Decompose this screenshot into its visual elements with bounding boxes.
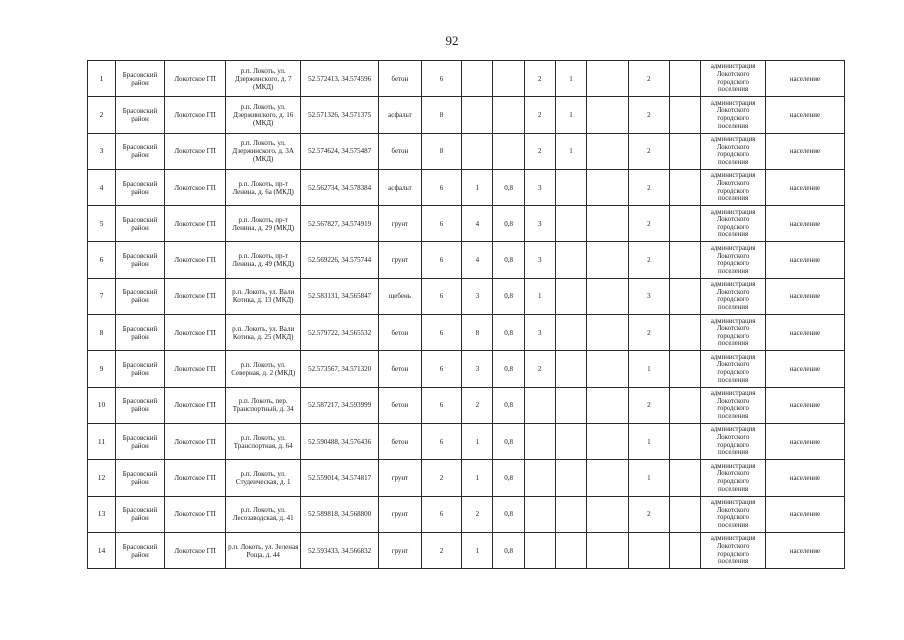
address-cell: р.п. Локоть, ул. Северная, д. 2 (МКД) (226, 351, 301, 387)
district-cell: Брасовский район (116, 496, 165, 532)
column-12-cell (587, 133, 629, 169)
column-14-cell (670, 61, 701, 97)
users-cell: население (765, 278, 844, 314)
column-9-cell (493, 61, 524, 97)
surface-type-cell: бетон (379, 133, 422, 169)
district-cell: Брасовский район (116, 351, 165, 387)
column-14-cell (670, 315, 701, 351)
column-9-cell: 0,8 (493, 532, 524, 568)
column-14-cell (670, 169, 701, 205)
users-cell: население (765, 423, 844, 459)
owner-cell: администрация Локотского городского поселения (701, 315, 765, 351)
surface-type-cell: грунт (379, 460, 422, 496)
coordinates-cell: 52.589818, 34.568800 (301, 496, 379, 532)
column-9-cell: 0,8 (493, 496, 524, 532)
column-11-cell (555, 532, 586, 568)
row-number-cell: 3 (88, 133, 116, 169)
column-13-cell: 1 (628, 351, 670, 387)
settlement-cell: Локотское ГП (164, 133, 225, 169)
column-10-cell (524, 460, 555, 496)
coordinates-cell: 52.593433, 34.566832 (301, 532, 379, 568)
table-row (88, 133, 845, 169)
surface-type-cell: асфальт (379, 169, 422, 205)
area-cell: 8 (421, 133, 462, 169)
page-number: 92 (445, 33, 459, 48)
row-number-cell: 14 (88, 532, 116, 568)
owner-cell: администрация Локотского городского поселения (701, 351, 765, 387)
settlement-cell: Локотское ГП (164, 496, 225, 532)
column-9-cell: 0,8 (493, 242, 524, 278)
owner-cell: администрация Локотского городского поселения (701, 206, 765, 242)
coordinates-cell: 52.562734, 34.578384 (301, 169, 379, 205)
column-12-cell (587, 278, 629, 314)
column-9-cell: 0,8 (493, 423, 524, 459)
users-cell: население (765, 133, 844, 169)
address-cell: р.п. Локоть, ул. Дзержинского, д. 7 (МКД) (226, 61, 301, 97)
row-number-cell: 12 (88, 460, 116, 496)
address-cell: р.п. Локоть, ул. Студенческая, д. 1 (226, 460, 301, 496)
coordinates-cell: 52.572413, 34.574596 (301, 61, 379, 97)
column-13-cell: 2 (628, 133, 670, 169)
coordinates-cell: 52.567827, 34.574919 (301, 206, 379, 242)
column-14-cell (670, 351, 701, 387)
column-8-cell (462, 61, 493, 97)
column-13-cell: 1 (628, 423, 670, 459)
column-13-cell: 3 (628, 278, 670, 314)
address-cell: р.п. Локоть, пер. Транспортный, д. 34 (226, 387, 301, 423)
address-cell: р.п. Локоть, пр-т Ленина, д. 6а (МКД) (226, 169, 301, 205)
column-9-cell (493, 133, 524, 169)
table-row (88, 242, 845, 278)
column-11-cell (555, 315, 586, 351)
owner-cell: администрация Локотского городского поселения (701, 97, 765, 133)
column-10-cell (524, 532, 555, 568)
column-9-cell: 0,8 (493, 460, 524, 496)
surface-type-cell: грунт (379, 242, 422, 278)
table-row (88, 496, 845, 532)
district-cell: Брасовский район (116, 206, 165, 242)
users-cell: население (765, 61, 844, 97)
surface-type-cell: асфальт (379, 97, 422, 133)
surface-type-cell: грунт (379, 496, 422, 532)
column-8-cell: 3 (462, 351, 493, 387)
table-row (88, 423, 845, 459)
column-10-cell: 3 (524, 315, 555, 351)
owner-cell: администрация Локотского городского поселения (701, 423, 765, 459)
column-11-cell (555, 206, 586, 242)
row-number-cell: 2 (88, 97, 116, 133)
column-13-cell: 2 (628, 97, 670, 133)
column-13-cell: 2 (628, 61, 670, 97)
users-cell: население (765, 351, 844, 387)
column-9-cell (493, 97, 524, 133)
row-number-cell: 7 (88, 278, 116, 314)
column-11-cell: 1 (555, 61, 586, 97)
column-14-cell (670, 133, 701, 169)
row-number-cell: 4 (88, 169, 116, 205)
column-8-cell: 2 (462, 496, 493, 532)
district-cell: Брасовский район (116, 315, 165, 351)
column-10-cell (524, 496, 555, 532)
column-12-cell (587, 387, 629, 423)
column-11-cell (555, 460, 586, 496)
coordinates-cell: 52.571326, 34.571375 (301, 97, 379, 133)
settlement-cell: Локотское ГП (164, 532, 225, 568)
users-cell: население (765, 496, 844, 532)
row-number-cell: 9 (88, 351, 116, 387)
column-8-cell: 1 (462, 460, 493, 496)
district-cell: Брасовский район (116, 278, 165, 314)
column-9-cell: 0,8 (493, 351, 524, 387)
area-cell: 6 (421, 496, 462, 532)
district-cell: Брасовский район (116, 133, 165, 169)
settlement-cell: Локотское ГП (164, 387, 225, 423)
coordinates-cell: 52.583131, 34.565847 (301, 278, 379, 314)
surface-type-cell: грунт (379, 206, 422, 242)
surface-type-cell: бетон (379, 351, 422, 387)
settlement-cell: Локотское ГП (164, 206, 225, 242)
area-cell: 6 (421, 206, 462, 242)
area-cell: 6 (421, 169, 462, 205)
district-cell: Брасовский район (116, 423, 165, 459)
owner-cell: администрация Локотского городского поселения (701, 460, 765, 496)
column-8-cell: 8 (462, 315, 493, 351)
area-cell: 6 (421, 242, 462, 278)
column-12-cell (587, 423, 629, 459)
column-13-cell (628, 532, 670, 568)
coordinates-cell: 52.569226, 34.575744 (301, 242, 379, 278)
owner-cell: администрация Локотского городского поселения (701, 169, 765, 205)
column-13-cell: 2 (628, 242, 670, 278)
address-cell: р.п. Локоть, ул. Лесозаводская, д. 41 (226, 496, 301, 532)
address-cell: р.п. Локоть, ул. Дзержинского, д. 3А (МКД) (226, 133, 301, 169)
coordinates-cell: 52.559014, 34.574817 (301, 460, 379, 496)
column-12-cell (587, 315, 629, 351)
row-number-cell: 13 (88, 496, 116, 532)
settlement-cell: Локотское ГП (164, 278, 225, 314)
owner-cell: администрация Локотского городского поселения (701, 278, 765, 314)
address-cell: р.п. Локоть, ул. Транспортная, д. 64 (226, 423, 301, 459)
column-14-cell (670, 97, 701, 133)
surface-type-cell: бетон (379, 61, 422, 97)
users-cell: население (765, 387, 844, 423)
column-14-cell (670, 496, 701, 532)
column-14-cell (670, 460, 701, 496)
district-cell: Брасовский район (116, 169, 165, 205)
column-8-cell: 4 (462, 206, 493, 242)
column-8-cell (462, 97, 493, 133)
settlement-cell: Локотское ГП (164, 242, 225, 278)
area-cell: 8 (421, 97, 462, 133)
row-number-cell: 11 (88, 423, 116, 459)
district-cell: Брасовский район (116, 97, 165, 133)
column-8-cell: 1 (462, 169, 493, 205)
column-11-cell (555, 387, 586, 423)
row-number-cell: 10 (88, 387, 116, 423)
column-12-cell (587, 351, 629, 387)
district-cell: Брасовский район (116, 61, 165, 97)
settlement-cell: Локотское ГП (164, 315, 225, 351)
coordinates-cell: 52.573567, 34.571320 (301, 351, 379, 387)
address-cell: р.п. Локоть, ул. Вали Котика, д. 13 (МКД) (226, 278, 301, 314)
row-number-cell: 5 (88, 206, 116, 242)
column-14-cell (670, 387, 701, 423)
column-14-cell (670, 206, 701, 242)
owner-cell: администрация Локотского городского поселения (701, 133, 765, 169)
settlement-cell: Локотское ГП (164, 169, 225, 205)
settlement-cell: Локотское ГП (164, 423, 225, 459)
area-cell: 6 (421, 387, 462, 423)
table-row (88, 460, 845, 496)
column-11-cell (555, 351, 586, 387)
column-13-cell: 1 (628, 460, 670, 496)
column-10-cell: 3 (524, 242, 555, 278)
district-cell: Брасовский район (116, 387, 165, 423)
address-cell: р.п. Локоть, ул. Вали Котика, д. 25 (МКД) (226, 315, 301, 351)
column-14-cell (670, 242, 701, 278)
column-10-cell: 2 (524, 61, 555, 97)
coordinates-cell: 52.579722, 34.565532 (301, 315, 379, 351)
settlement-cell: Локотское ГП (164, 61, 225, 97)
settlement-cell: Локотское ГП (164, 97, 225, 133)
column-10-cell: 3 (524, 169, 555, 205)
area-cell: 6 (421, 315, 462, 351)
registry-table (87, 60, 845, 569)
column-13-cell: 2 (628, 387, 670, 423)
table-row (88, 206, 845, 242)
column-12-cell (587, 460, 629, 496)
column-12-cell (587, 206, 629, 242)
row-number-cell: 1 (88, 61, 116, 97)
area-cell: 2 (421, 532, 462, 568)
area-cell: 6 (421, 423, 462, 459)
users-cell: население (765, 169, 844, 205)
row-number-cell: 8 (88, 315, 116, 351)
area-cell: 6 (421, 61, 462, 97)
column-14-cell (670, 278, 701, 314)
column-9-cell: 0,8 (493, 315, 524, 351)
column-12-cell (587, 169, 629, 205)
coordinates-cell: 52.590488, 34.576436 (301, 423, 379, 459)
column-13-cell: 2 (628, 206, 670, 242)
table-row (88, 278, 845, 314)
column-12-cell (587, 496, 629, 532)
column-14-cell (670, 532, 701, 568)
column-11-cell (555, 278, 586, 314)
area-cell: 6 (421, 351, 462, 387)
row-number-cell: 6 (88, 242, 116, 278)
column-8-cell: 2 (462, 387, 493, 423)
table-row (88, 61, 845, 97)
area-cell: 2 (421, 460, 462, 496)
surface-type-cell: грунт (379, 532, 422, 568)
address-cell: р.п. Локоть, пр-т Ленина, д. 49 (МКД) (226, 242, 301, 278)
column-8-cell: 1 (462, 423, 493, 459)
users-cell: население (765, 206, 844, 242)
column-8-cell: 3 (462, 278, 493, 314)
column-11-cell: 1 (555, 97, 586, 133)
column-11-cell (555, 496, 586, 532)
surface-type-cell: бетон (379, 387, 422, 423)
table-row (88, 97, 845, 133)
settlement-cell: Локотское ГП (164, 460, 225, 496)
district-cell: Брасовский район (116, 460, 165, 496)
column-11-cell (555, 423, 586, 459)
column-14-cell (670, 423, 701, 459)
column-11-cell: 1 (555, 133, 586, 169)
column-11-cell (555, 242, 586, 278)
column-13-cell: 2 (628, 169, 670, 205)
column-12-cell (587, 242, 629, 278)
column-9-cell: 0,8 (493, 169, 524, 205)
surface-type-cell: бетон (379, 315, 422, 351)
column-10-cell: 3 (524, 206, 555, 242)
column-10-cell (524, 387, 555, 423)
owner-cell: администрация Локотского городского поселения (701, 61, 765, 97)
surface-type-cell: щебень (379, 278, 422, 314)
users-cell: население (765, 532, 844, 568)
district-cell: Брасовский район (116, 242, 165, 278)
surface-type-cell: бетон (379, 423, 422, 459)
column-9-cell: 0,8 (493, 206, 524, 242)
owner-cell: администрация Локотского городского поселения (701, 387, 765, 423)
address-cell: р.п. Локоть, ул. Дзержинского, д. 16 (МКД) (226, 97, 301, 133)
address-cell: р.п. Локоть, пр-т Ленина, д. 29 (МКД) (226, 206, 301, 242)
column-9-cell: 0,8 (493, 278, 524, 314)
column-10-cell: 2 (524, 351, 555, 387)
users-cell: население (765, 97, 844, 133)
column-10-cell (524, 423, 555, 459)
settlement-cell: Локотское ГП (164, 351, 225, 387)
owner-cell: администрация Локотского городского поселения (701, 496, 765, 532)
table-row (88, 351, 845, 387)
column-10-cell: 2 (524, 133, 555, 169)
registry-body (88, 61, 845, 569)
column-11-cell (555, 169, 586, 205)
column-13-cell: 2 (628, 496, 670, 532)
column-12-cell (587, 97, 629, 133)
users-cell: население (765, 315, 844, 351)
owner-cell: администрация Локотского городского поселения (701, 242, 765, 278)
coordinates-cell: 52.574624, 34.575487 (301, 133, 379, 169)
column-10-cell: 2 (524, 97, 555, 133)
table-row (88, 169, 845, 205)
column-12-cell (587, 532, 629, 568)
table-row (88, 387, 845, 423)
column-8-cell: 1 (462, 532, 493, 568)
column-10-cell: 1 (524, 278, 555, 314)
column-8-cell: 4 (462, 242, 493, 278)
address-cell: р.п. Локоть, ул. Зеленая Роща, д. 44 (226, 532, 301, 568)
district-cell: Брасовский район (116, 532, 165, 568)
users-cell: население (765, 242, 844, 278)
owner-cell: администрация Локотского городского поселения (701, 532, 765, 568)
area-cell: 6 (421, 278, 462, 314)
table-row (88, 532, 845, 568)
column-12-cell (587, 61, 629, 97)
column-13-cell: 2 (628, 315, 670, 351)
table-row (88, 315, 845, 351)
users-cell: население (765, 460, 844, 496)
coordinates-cell: 52.587217, 34.593999 (301, 387, 379, 423)
column-9-cell: 0,8 (493, 387, 524, 423)
column-8-cell (462, 133, 493, 169)
